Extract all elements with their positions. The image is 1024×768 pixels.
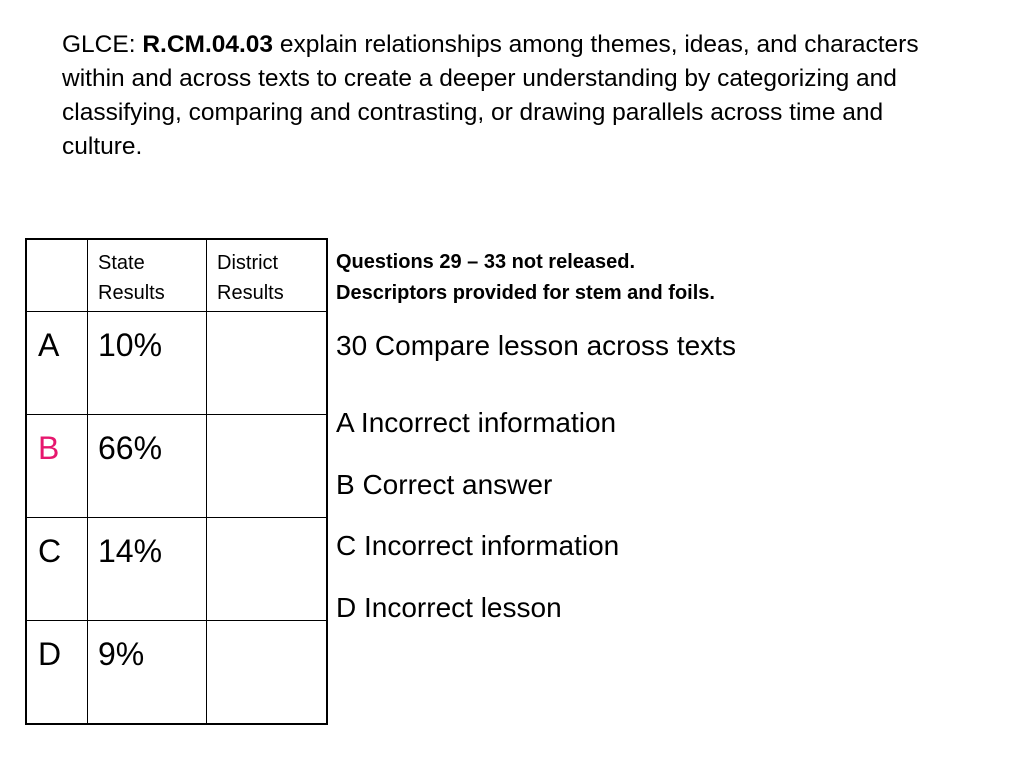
table-row (26, 312, 327, 415)
glce-description: explain relationships among themes, ideas, and characters within and across texts to create a deeper understanding by categorizing and classifying, comparing and contrasting, or drawing parallels across time and culture. (62, 31, 919, 160)
release-note (336, 247, 1016, 309)
district-result-value (207, 518, 326, 533)
answer-letter-cell (26, 415, 88, 518)
district-result-value (207, 312, 326, 327)
results-table (25, 238, 328, 725)
foil-item: B Correct answer (336, 468, 553, 500)
answer-letter: C (38, 533, 62, 569)
table-row (26, 518, 327, 621)
foil-item: C Incorrect information (336, 530, 620, 561)
state-result-cell (88, 621, 207, 725)
glce-code: R.CM.04.03 (142, 31, 274, 58)
district-result-cell (207, 415, 328, 518)
district-result-cell (207, 312, 328, 415)
state-result-value: 10% (98, 327, 163, 363)
header-cell-state-results (88, 239, 207, 312)
state-result-value: 14% (98, 533, 163, 569)
district-result-cell (207, 518, 328, 621)
answer-letter-cell (26, 621, 88, 725)
answer-letter-cell (26, 518, 88, 621)
answer-letter-cell (26, 312, 88, 415)
foil-item: A Incorrect information (336, 407, 617, 438)
state-result-value: 9% (98, 636, 145, 672)
state-result-cell (88, 312, 207, 415)
state-results-header: State Results (98, 252, 165, 304)
answer-letter: A (38, 327, 60, 363)
state-result-value: 66% (98, 430, 163, 466)
state-result-cell (88, 518, 207, 621)
answer-letter-highlighted: B (38, 430, 60, 466)
foil-list (336, 406, 1016, 652)
release-note-line-1: Questions 29 – 33 not released. (336, 251, 636, 273)
district-result-value (207, 415, 326, 430)
foil-item: D Incorrect lesson (336, 591, 562, 623)
table-row (26, 415, 327, 518)
question-stem: 30 Compare lesson across texts (336, 330, 736, 361)
question-panel (336, 247, 1016, 652)
district-results-header: District Results (217, 252, 284, 304)
answer-letter: D (38, 636, 62, 672)
header-cell-district-results (207, 239, 328, 312)
district-result-cell (207, 621, 328, 725)
table-header-row (26, 239, 327, 312)
table-row (26, 621, 327, 725)
header-cell-blank (26, 239, 88, 312)
glce-standard (62, 28, 967, 164)
district-result-value (207, 621, 326, 636)
glce-prefix: GLCE: (62, 31, 143, 58)
release-note-line-2: Descriptors provided for stem and foils. (336, 282, 715, 304)
state-result-cell (88, 415, 207, 518)
